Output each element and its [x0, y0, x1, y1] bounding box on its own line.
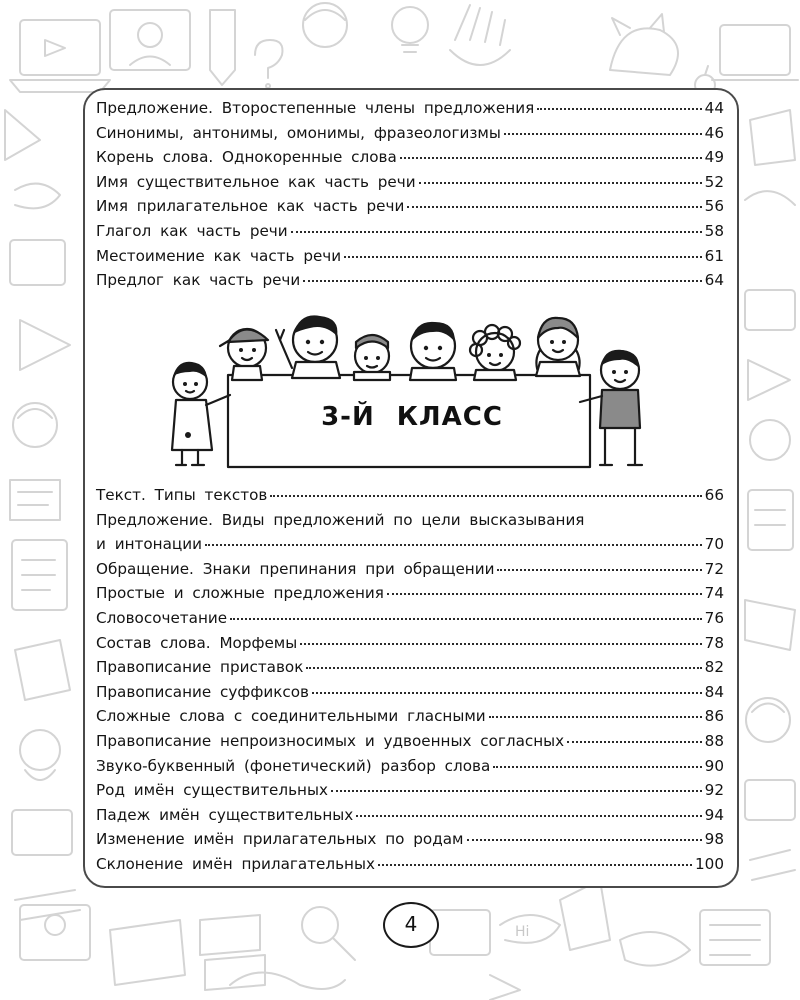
question-doodle-icon [255, 40, 283, 88]
pencil-doodle-icon [210, 10, 235, 85]
toc-row[interactable]: Род имён существительных 92 [96, 781, 724, 800]
toc-row[interactable]: Сложные слова с соединительными гласными 86 [96, 707, 724, 726]
leader-dots [407, 206, 701, 208]
kid-waving-icon [276, 315, 340, 378]
toc-row[interactable]: Синонимы, антонимы, омонимы, фразеологизмы 46 [96, 123, 724, 142]
toc-row[interactable]: Склонение имён прилагательных 100 [96, 854, 724, 873]
toc-row[interactable]: Текст. Типы текстов 66 [96, 486, 724, 504]
leader-dots [270, 495, 701, 497]
leader-dots [467, 839, 702, 841]
toc-row[interactable]: Обращение. Знаки препинания при обращении 72 [96, 559, 724, 578]
kids-banner-illustration [150, 310, 650, 475]
toc-list-grade3 [96, 483, 724, 877]
toc-row[interactable]: Правописание приставок 82 [96, 658, 724, 677]
toc-row[interactable]: Простые и сложные предложения 74 [96, 584, 724, 603]
toc-row[interactable]: Местоимение как часть речи 61 [96, 246, 724, 265]
cat-doodle-icon [610, 14, 678, 75]
toc-row-first-line[interactable]: Предложение. Виды предложений по цели высказывания [96, 510, 585, 529]
leader-dots [312, 692, 702, 694]
toc-row[interactable]: Состав слова. Морфемы 78 [96, 633, 724, 652]
toc-row[interactable]: Корень слова. Однокоренные слова 49 [96, 148, 724, 167]
leader-dots [331, 790, 702, 792]
leader-dots [567, 741, 702, 743]
hand-doodle-icon [450, 5, 510, 65]
hi-doodle-text: Hi [515, 924, 530, 940]
toc-row[interactable]: Падеж имён существительных 94 [96, 805, 724, 824]
kid-girl-bow-icon [354, 335, 390, 380]
leader-dots [303, 280, 701, 282]
kid-braids-girl-icon [536, 318, 580, 376]
toc-row-second-line[interactable]: и интонации 70 [96, 535, 724, 554]
side-doodles-left [10, 184, 80, 920]
leader-dots [356, 815, 701, 817]
kid-curly-girl-icon [470, 325, 520, 380]
toc-row[interactable]: Словосочетание 76 [96, 608, 724, 627]
leader-dots [230, 618, 702, 620]
leader-dots [205, 544, 702, 546]
bulb-doodle-icon [392, 7, 428, 52]
toc-row[interactable]: Правописание суффиксов 84 [96, 682, 724, 701]
section-title-grade3: 3-Й КЛАСС [321, 402, 503, 432]
boy-face-doodle-icon [303, 3, 347, 47]
leader-dots [493, 766, 701, 768]
triangle-doodle-icon [5, 110, 40, 160]
kid-girl-left-standing-icon [172, 362, 230, 465]
leader-dots [497, 569, 701, 571]
toc-row[interactable]: Глагол как часть речи 58 [96, 221, 724, 240]
leader-dots [344, 256, 702, 258]
toc-row[interactable]: Изменение имён прилагательных по родам 98 [96, 830, 724, 849]
leader-dots [504, 133, 702, 135]
leader-dots [489, 716, 702, 718]
leader-dots [300, 643, 701, 645]
toc-row[interactable]: Имя существительное как часть речи 52 [96, 172, 724, 191]
side-doodles-right [745, 110, 795, 880]
leader-dots [400, 157, 702, 159]
toc-row[interactable]: Правописание непроизносимых и удвоенных согласных 88 [96, 731, 724, 750]
toc-row[interactable]: Звуко-буквенный (фонетический) разбор слова 90 [96, 756, 724, 775]
leader-dots [537, 108, 701, 110]
leader-dots [419, 182, 702, 184]
kid-boy-center-icon [410, 322, 456, 380]
toc-row[interactable]: Предложение. Второстепенные члены предложения 44 [96, 99, 724, 117]
laptop-doodle-icon [10, 20, 110, 92]
page-number: 4 [383, 902, 439, 948]
leader-dots [387, 593, 702, 595]
laptop-right-doodle-icon [712, 25, 798, 80]
toc-list-grade2 [96, 96, 724, 293]
leader-dots [378, 864, 692, 866]
computer-doodle-icon [110, 10, 190, 70]
leader-dots [306, 667, 701, 669]
kid-cap-icon [220, 329, 268, 380]
leader-dots [291, 231, 702, 233]
toc-row[interactable]: Предлог как часть речи 64 [96, 271, 724, 290]
toc-row[interactable]: Имя прилагательное как часть речи 56 [96, 197, 724, 216]
